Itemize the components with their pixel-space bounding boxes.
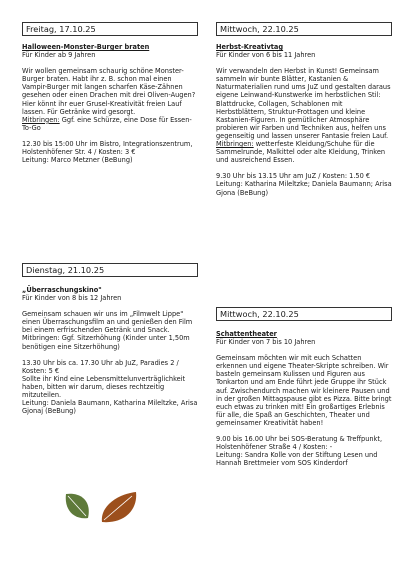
event-time-place: 9.30 Uhr bis 13.15 Uhr am JuZ / Kosten: 1.50 € xyxy=(216,172,371,181)
right-column-bottom xyxy=(216,307,392,467)
event-description: Gemeinsam möchten wir mit euch Schatten erkennen und eigene Theater-Skripte schreiben. Wir basteln gemeinsam Kulissen und Figuren aus Tonkarton und am Ende führt jede Gruppe ihr Stück auf. Zwischendurch machen wir kleinere Pausen und in der großen Mittagspause gibt es Pizza. Bitte bringt euch etwas zu trinken mit! Ein großartiges Erlebnis für alle, die Spaß an Geschichten, Theater und gemeinsamer Kreativität haben! xyxy=(216,354,392,427)
event-leader: Leitung: Marco Metzner (BeBung) xyxy=(22,156,133,165)
left-column xyxy=(22,22,198,164)
left-column-bottom xyxy=(22,263,198,415)
event-surprise-cinema xyxy=(22,286,198,415)
event-title: Schattentheater xyxy=(216,330,277,338)
event-bring: Mitbringen: Ggf. Sitzerhöhung (Kinder unter 1,50m benötigen eine Sitzerhöhung) xyxy=(22,334,190,351)
event-leader: Leitung: Sandra Kolle von der Stiftung Lesen und Hannah Brettmeier vom SOS Kinderdorf xyxy=(216,451,378,468)
event-time-place: 12.30 bis 15:00 Uhr im Bistro, Integrationszentrum, Holstenhöfener Str. 4 / Kosten: 3 € xyxy=(22,139,193,157)
date-header-friday: Freitag, 17.10.25 xyxy=(22,22,198,36)
event-autumn-creative-day xyxy=(216,43,392,197)
event-time-place: 9.00 bis 16.00 Uhr bei SOS-Beratung & Treffpunkt, Holstenhöfener Straße 4 / Kosten: - xyxy=(216,435,383,452)
event-age: Für Kinder von 8 bis 12 Jahren xyxy=(22,294,122,303)
event-age: Für Kinder ab 9 Jahren xyxy=(22,51,96,60)
event-bring xyxy=(216,140,392,164)
event-title: „Überraschungskino" xyxy=(22,286,102,294)
event-age: Für Kinder von 7 bis 10 Jahren xyxy=(216,338,316,347)
event-description: Gemeinsam schauen wir uns im „Filmwelt Lippe" einen Überraschungsfilm an und genießen den Film bei einem erfrischenden Getränk und Snack. xyxy=(22,310,193,335)
event-leader: Leitung: Daniela Baumann, Katharina Mileltzke, Arisa Gjonaj (BeBung) xyxy=(22,399,198,416)
event-shadow-theatre xyxy=(216,330,392,467)
event-description: Wir verwandeln den Herbst in Kunst! Gemeinsam sammeln wir bunte Blätter, Kastanien & Naturmaterialien rund ums JuZ und gestalten daraus eigene Leinwand-Kunstwerke im herbstlichen Stil: Blattdrucke, Collagen, Schablonen mit Herbstblättern, Struktur-Frottagen und kleine Kastanien-Figuren. In gemütlicher Atmosphäre probieren wir Farben und Techniken aus, helfen uns gegenseitig und lassen unserer Fantasie freien Lauf. xyxy=(216,67,391,140)
event-age: Für Kinder von 6 bis 11 Jahren xyxy=(216,51,316,60)
event-note: Sollte ihr Kind eine Lebensmittelunverträglichkeit haben, bitten wir darum, dieses rechtzeitig mitzuteilen. xyxy=(22,374,186,400)
bring-label: Mitbringen: xyxy=(216,140,254,149)
event-description: Wir wollen gemeinsam schaurig schöne Monster-Burger braten. Habt ihr z. B. schon mal einen Vampir-Burger mit langen scharfen Käse-Zähnen gesehen oder einen Drachen mit drei Oliven-Augen? Hier könnt ihr euer Grusel-Kreativität freien Lauf lassen. Für Getränke wird gesorgt. xyxy=(22,67,196,116)
date-header-wednesday-1: Mittwoch, 22.10.25 xyxy=(216,22,392,36)
bring-label: Mitbringen: xyxy=(22,115,60,124)
event-bring xyxy=(22,116,198,132)
event-title: Herbst-Kreativtag xyxy=(216,43,284,51)
date-header-tuesday: Dienstag, 21.10.25 xyxy=(22,263,198,277)
autumn-leaves-icon xyxy=(62,488,142,528)
event-leader: Leitung: Katharina Mileltzke; Daniela Baumann; Arisa Gjona (BeBung) xyxy=(216,180,392,197)
right-column xyxy=(216,22,392,197)
bring-text: Ggf. eine Schürze, eine Dose für Essen-To-Go xyxy=(22,115,192,132)
event-halloween-burger xyxy=(22,43,198,164)
date-header-wednesday-2: Mittwoch, 22.10.25 xyxy=(216,307,392,321)
event-time-place: 13.30 Uhr bis ca. 17.30 Uhr ab JuZ, Paradies 2 / Kosten: 5 € xyxy=(22,358,179,375)
bring-text: wetterfeste Kleidung/Schuhe für die Sammelrunde, Malkittel oder alte Kleidung, Trinken und ausreichend Essen. xyxy=(216,140,386,165)
event-title: Halloween-Monster-Burger braten xyxy=(22,43,150,51)
